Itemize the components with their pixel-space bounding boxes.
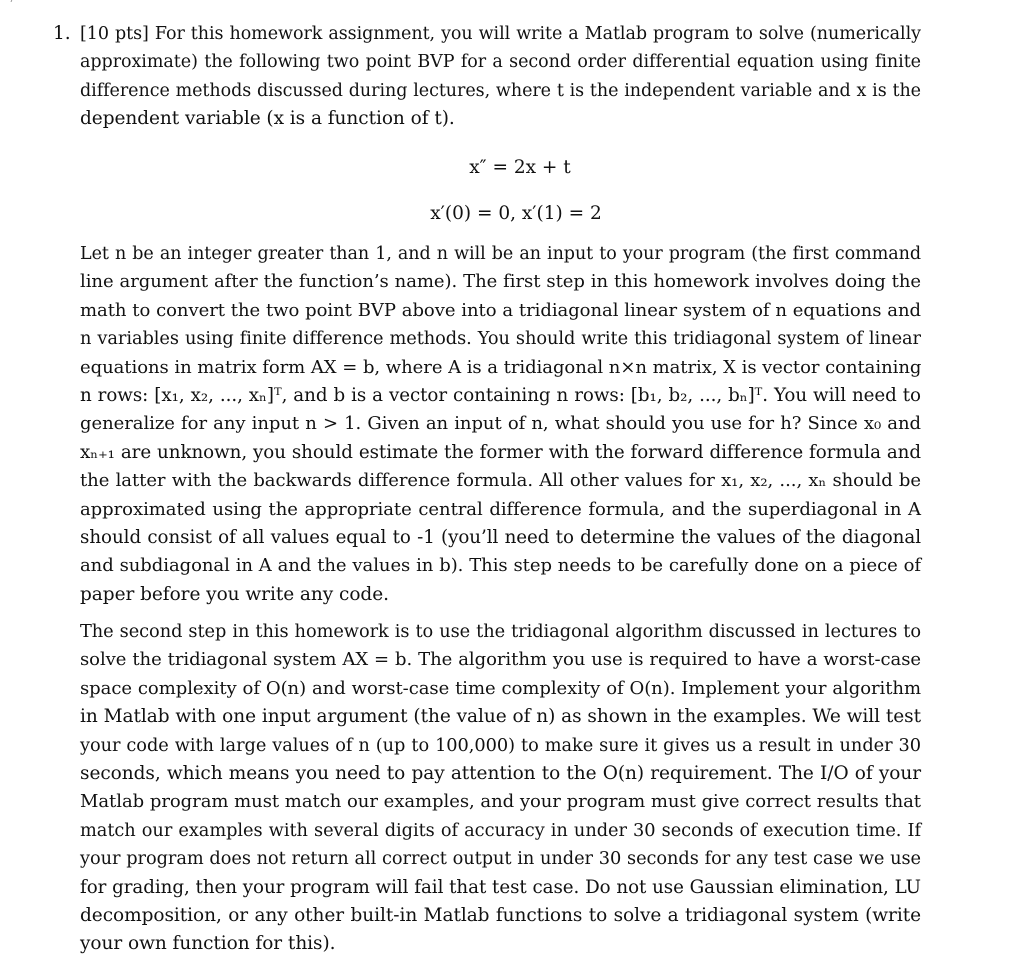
- intro-paragraph: [80, 20, 921, 134]
- step-one-paragraph: [80, 240, 921, 609]
- step-one-line: and subdiagonal in A and the values in b). This step needs to be carefully done on a piece of: [80, 555, 921, 577]
- step-two-line: space complexity of O(n) and worst-case time complexity of O(n). Implement your algorithm: [80, 677, 921, 699]
- step-two-line: seconds, which means you need to pay attention to the O(n) requirement. The I/O of your: [80, 762, 921, 784]
- step-one-line: approximated using the appropriate central difference formula, and the superdiagonal in A: [80, 498, 921, 520]
- step-one-line: xₙ₊₁ are unknown, you should estimate the former with the forward difference formula and: [80, 441, 921, 463]
- step-two-line: your code with large values of n (up to 100,000) to make sure it gives us a result in under 30: [80, 735, 921, 756]
- step-one-line: paper before you write any code.: [80, 583, 389, 605]
- step-two-line: solve the tridiagonal system AX = b. The algorithm you use is required to have a worst-case: [80, 649, 921, 671]
- step-two-line: Matlab program must match our examples, and your program must give correct results that: [80, 791, 921, 813]
- step-one-line: generalize for any input n > 1. Given an input of n, what should you use for h? Since x₀ and: [80, 413, 921, 435]
- step-one-line: n variables using finite difference methods. You should write this tridiagonal system of linear: [80, 329, 921, 350]
- step-one-line: should consist of all values equal to -1 (you’ll need to determine the values of the diagonal: [80, 526, 921, 548]
- question-number: 1.: [53, 23, 71, 44]
- step-two-paragraph: [80, 618, 921, 959]
- step-one-line: line argument after the function’s name). The first step in this homework involves doing the: [80, 271, 921, 293]
- intro-line: [10 pts] For this homework assignment, you will write a Matlab program to solve (numerically: [80, 24, 921, 44]
- step-two-line: in Matlab with one input argument (the value of n) as shown in the examples. We will test: [80, 706, 921, 728]
- step-one-line: Let n be an integer greater than 1, and n will be an input to your program (the first command: [80, 244, 921, 264]
- step-one-line: n rows: [x₁, x₂, ..., xₙ]ᵀ, and b is a vector containing n rows: [b₁, b₂, ..., bₙ]ᵀ. You will need to: [80, 384, 921, 406]
- step-one-line: equations in matrix form AX = b, where A is a tridiagonal n×n matrix, X is vector containing: [80, 356, 922, 378]
- intro-line: difference methods discussed during lectures, where t is the independent variable and x is the: [80, 80, 921, 101]
- boundary-conditions: x′(0) = 0, x′(1) = 2: [430, 203, 602, 224]
- step-two-line: decomposition, or any other built-in Matlab functions to solve a tridiagonal system (write: [80, 904, 921, 926]
- step-two-line: for grading, then your program will fail that test case. Do not use Gaussian elimination, LU: [80, 876, 921, 898]
- step-two-line: your program does not return all correct output in under 30 seconds for any test case we use: [80, 849, 921, 870]
- step-two-line: your own function for this).: [80, 933, 336, 955]
- page-corner-mark: [11, 0, 23, 2]
- step-one-line: math to convert the two point BVP above into a tridiagonal linear system of n equations and: [80, 299, 921, 321]
- points-label: [10 pts]: [80, 24, 149, 44]
- intro-line: dependent variable (x is a function of t).: [80, 108, 455, 130]
- intro-line: approximate) the following two point BVP for a second order differential equation using finite: [80, 52, 921, 73]
- step-two-line: The second step in this homework is to use the tridiagonal algorithm discussed in lectures to: [80, 622, 921, 642]
- differential-equation: x″ = 2x + t: [469, 157, 571, 178]
- step-two-line: match our examples with several digits of accuracy in under 30 seconds of execution time. If: [80, 820, 921, 841]
- step-one-line: the latter with the backwards difference formula. All other values for x₁, x₂, ..., xₙ should be: [80, 470, 921, 492]
